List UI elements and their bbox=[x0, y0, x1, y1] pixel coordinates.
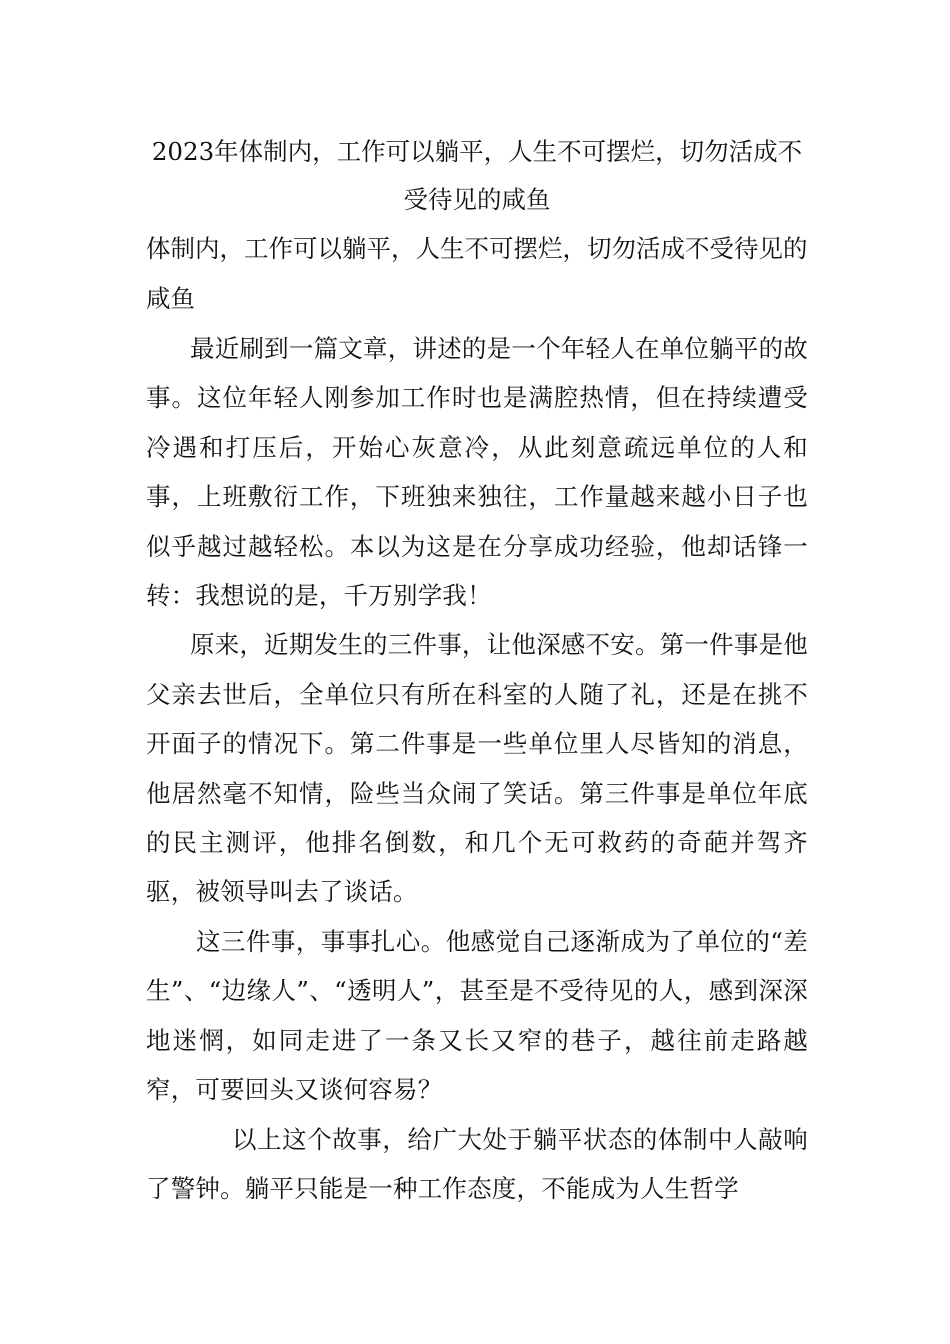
paragraph-4: 以上这个故事，给广大处于躺平状态的体制中人敲响了警钟。躺平只能是一种工作态度，不能成为人生哲学 bbox=[146, 1124, 808, 1203]
paragraph-3: 这三件事，事事扎心。他感觉自己逐渐成为了单位的“差生”、“边缘人”、“透明人”，甚至是不受待见的人，感到深深地迷惘，如同走进了一条又长又窄的巷子，越往前走路越窄，可要回头又谈何容易？ bbox=[146, 926, 808, 1105]
paragraph-1: 最近刷到一篇文章，讲述的是一个年轻人在单位躺平的故事。这位年轻人刚参加工作时也是满腔热情，但在持续遭受冷遇和打压后，开始心灰意冷，从此刻意疏远单位的人和事，上班敷衍工作，下班独来独往，工作量越来越小日子也似乎越过越轻松。本以为这是在分享成功经验，他却话锋一转：我想说的是，千万别学我！ bbox=[146, 334, 808, 611]
document-subtitle: 体制内，工作可以躺平，人生不可摆烂，切勿活成不受待见的咸鱼 bbox=[146, 234, 808, 313]
paragraph-2: 原来，近期发生的三件事，让他深感不安。第一件事是他父亲去世后，全单位只有所在科室的人随了礼，还是在挑不开面子的情况下。第二件事是一些单位里人尽皆知的消息，他居然毫不知情，险些当众闹了笑话。第三件事是单位年底的民主测评，他排名倒数，和几个无可救药的奇葩并驾齐驱，被领导叫去了谈话。 bbox=[146, 630, 808, 907]
document-body bbox=[146, 128, 808, 1213]
document-title: 2023年体制内，工作可以躺平，人生不可摆烂，切勿活成不受待见的咸鱼 bbox=[151, 137, 803, 214]
